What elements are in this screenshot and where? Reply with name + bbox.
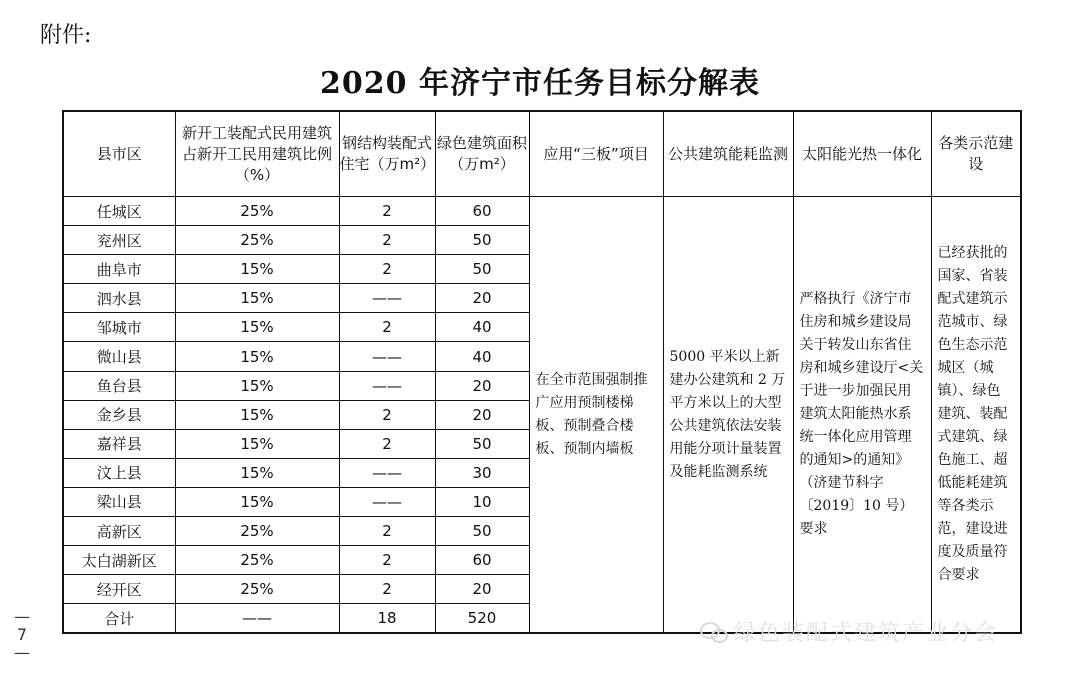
header-county: 县市区 xyxy=(63,111,175,197)
green-building-cell: 30 xyxy=(435,458,529,487)
prefab-ratio-cell: —— xyxy=(175,604,339,634)
green-building-cell: 20 xyxy=(435,575,529,604)
county-cell: 经开区 xyxy=(63,575,175,604)
header-row xyxy=(63,111,1021,197)
county-cell: 任城区 xyxy=(63,197,175,226)
prefab-ratio-cell: 25% xyxy=(175,546,339,575)
green-building-cell: 520 xyxy=(435,604,529,634)
green-building-cell: 50 xyxy=(435,429,529,458)
green-building-cell: 60 xyxy=(435,546,529,575)
steel-housing-cell: 2 xyxy=(339,255,435,284)
steel-housing-cell: 2 xyxy=(339,197,435,226)
green-building-cell: 50 xyxy=(435,255,529,284)
county-cell: 合计 xyxy=(63,604,175,634)
attachment-label: 附件: xyxy=(40,23,92,48)
header-steel-housing: 钢结构装配式住宅（万m²） xyxy=(339,111,435,197)
green-building-cell: 20 xyxy=(435,400,529,429)
county-cell: 太白湖新区 xyxy=(63,546,175,575)
task-table xyxy=(62,110,1022,634)
county-cell: 梁山县 xyxy=(63,487,175,516)
prefab-ratio-cell: 15% xyxy=(175,487,339,516)
green-building-cell: 20 xyxy=(435,284,529,313)
steel-housing-cell: 2 xyxy=(339,400,435,429)
county-cell: 鱼台县 xyxy=(63,371,175,400)
prefab-ratio-cell: 15% xyxy=(175,371,339,400)
three-boards-text: 在全市范围强制推广应用预制楼梯板、预制叠合楼板、预制内墙板 xyxy=(529,197,663,634)
county-cell: 曲阜市 xyxy=(63,255,175,284)
green-building-cell: 20 xyxy=(435,371,529,400)
steel-housing-cell: 2 xyxy=(339,517,435,546)
steel-housing-cell: —— xyxy=(339,371,435,400)
energy-monitoring-text: 5000 平米以上新建办公建筑和 2 万平方米以上的大型公共建筑依法安装用能分项计量装置及能耗监测系统 xyxy=(663,197,793,634)
page-title: 2020 年济宁市任务目标分解表 xyxy=(320,66,760,101)
prefab-ratio-cell: 15% xyxy=(175,342,339,371)
county-cell: 泗水县 xyxy=(63,284,175,313)
prefab-ratio-cell: 15% xyxy=(175,255,339,284)
wechat-icon xyxy=(700,620,728,642)
prefab-ratio-cell: 15% xyxy=(175,284,339,313)
county-cell: 微山县 xyxy=(63,342,175,371)
prefab-ratio-cell: 25% xyxy=(175,226,339,255)
county-cell: 嘉祥县 xyxy=(63,429,175,458)
header-three-boards: 应用“三板”项目 xyxy=(529,111,663,197)
header-demonstration: 各类示范建设 xyxy=(931,111,1021,197)
watermark xyxy=(700,616,998,646)
green-building-cell: 60 xyxy=(435,197,529,226)
county-cell: 邹城市 xyxy=(63,313,175,342)
header-green-building: 绿色建筑面积（万m²） xyxy=(435,111,529,197)
header-energy-monitoring: 公共建筑能耗监测 xyxy=(663,111,793,197)
watermark-text: 绿色装配式建筑产业分会 xyxy=(734,620,999,646)
prefab-ratio-cell: 25% xyxy=(175,197,339,226)
table-row xyxy=(63,197,1021,226)
solar-text: 严格执行《济宁市住房和城乡建设局关于转发山东省住房和城乡建设厅<关于进一步加强民用建筑太阳能热水系统一体化应用管理的通知>的通知》（济建节科字〔2019〕10 号）要求 xyxy=(793,197,931,634)
county-cell: 金乡县 xyxy=(63,400,175,429)
steel-housing-cell: —— xyxy=(339,284,435,313)
prefab-ratio-cell: 15% xyxy=(175,400,339,429)
page-number: — 7 — xyxy=(14,607,30,662)
green-building-cell: 40 xyxy=(435,313,529,342)
prefab-ratio-cell: 15% xyxy=(175,458,339,487)
header-prefab-ratio: 新开工装配式民用建筑占新开工民用建筑比例（%） xyxy=(175,111,339,197)
green-building-cell: 40 xyxy=(435,342,529,371)
county-cell: 汶上县 xyxy=(63,458,175,487)
green-building-cell: 50 xyxy=(435,517,529,546)
steel-housing-cell: 2 xyxy=(339,313,435,342)
county-cell: 高新区 xyxy=(63,517,175,546)
steel-housing-cell: 2 xyxy=(339,575,435,604)
steel-housing-cell: 18 xyxy=(339,604,435,634)
steel-housing-cell: —— xyxy=(339,458,435,487)
header-solar: 太阳能光热一体化 xyxy=(793,111,931,197)
steel-housing-cell: 2 xyxy=(339,226,435,255)
county-cell: 兖州区 xyxy=(63,226,175,255)
green-building-cell: 50 xyxy=(435,226,529,255)
green-building-cell: 10 xyxy=(435,487,529,516)
prefab-ratio-cell: 15% xyxy=(175,313,339,342)
steel-housing-cell: 2 xyxy=(339,546,435,575)
prefab-ratio-cell: 15% xyxy=(175,429,339,458)
prefab-ratio-cell: 25% xyxy=(175,517,339,546)
steel-housing-cell: —— xyxy=(339,342,435,371)
demonstration-text: 已经获批的国家、省装配式建筑示范城市、绿色生态示范城区（城镇）、绿色建筑、装配式建筑、绿色施工、超低能耗建筑等各类示范，建设进度及质量符合要求 xyxy=(931,197,1021,634)
steel-housing-cell: 2 xyxy=(339,429,435,458)
steel-housing-cell: —— xyxy=(339,487,435,516)
prefab-ratio-cell: 25% xyxy=(175,575,339,604)
